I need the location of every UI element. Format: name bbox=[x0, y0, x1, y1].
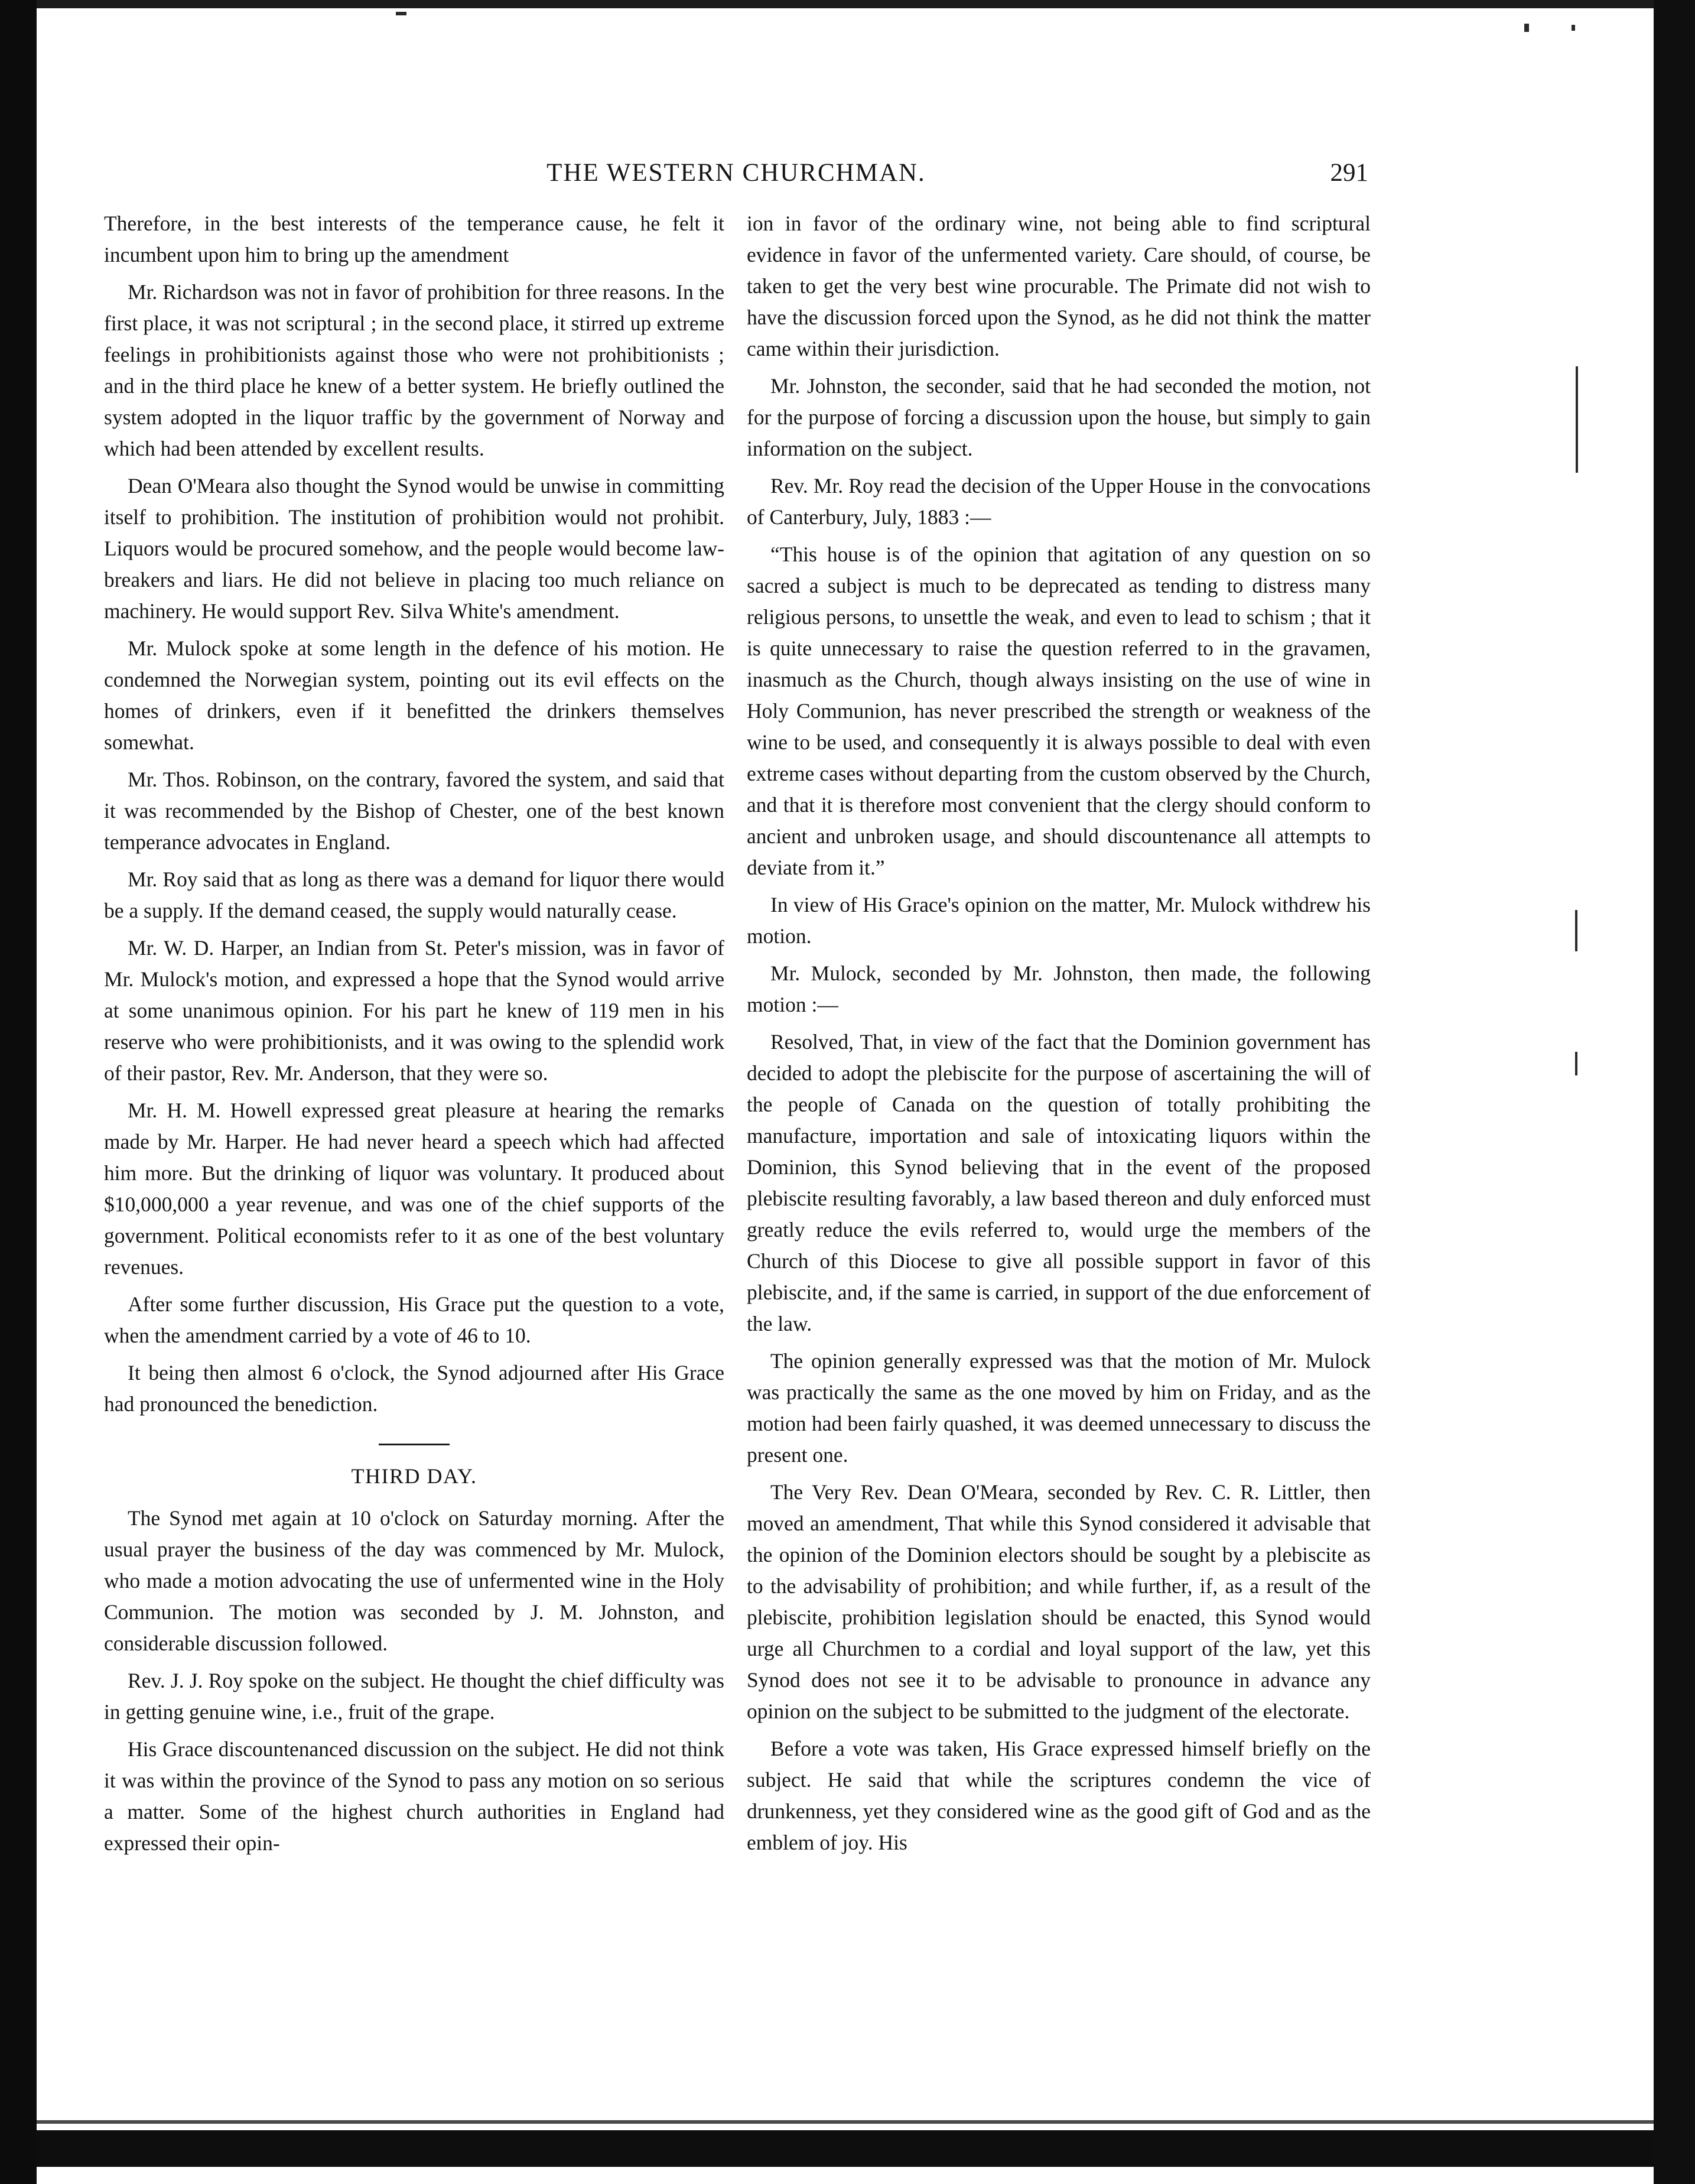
scan-border-bottom-faint bbox=[37, 2120, 1654, 2124]
paragraph: ion in favor of the ordinary wine, not being able to find scriptural evidence in favor of the unfermented variety. Care should, of course, be taken to get the very best wine procurable. The Primate did not wish to have the discussion forced upon the Synod, as he did not think the matter came within their jurisdiction. bbox=[747, 212, 1371, 360]
scan-speck bbox=[1524, 24, 1529, 32]
scan-border-right bbox=[1654, 0, 1695, 2184]
section-heading: THIRD DAY. bbox=[351, 1464, 477, 1488]
scan-border-bottom bbox=[37, 2130, 1654, 2167]
paragraph: Mr. Mulock spoke at some length in the defence of his motion. He condemned the Norwegian system, pointing out its evil effects on the homes of drinkers, even if it benefitted the drinkers themselves somewhat. bbox=[104, 636, 724, 754]
scan-speck bbox=[396, 12, 406, 15]
paragraph: The Very Rev. Dean O'Meara, seconded by Rev. C. R. Littler, then moved an amendment, That while this Synod considered it advisable that the opinion of the Dominion electors should be sought by a plebiscite as to the advisability of prohibition; and while further, if, as a result of the plebiscite, prohibition legislation should be enacted, this Synod would urge all Churchmen to a cordial and loyal support of the law, yet this Synod does not see it to be advisable to pronounce in advance any opinion on the subject to be submitted to the judgment of the electorate. bbox=[747, 1480, 1371, 1723]
scan-border-left bbox=[0, 0, 37, 2184]
scan-border-top bbox=[37, 0, 1695, 8]
paragraph: Dean O'Meara also thought the Synod would be unwise in committing itself to prohibition. The institution of prohibition would not prohibit. Liquors would be procured somehow, and the people would become law-breakers and liars. He did not believe in placing too much reliance on machinery. He would support Rev. Silva White's amendment. bbox=[104, 474, 724, 623]
resolution: Resolved, That, in view of the fact that the Dominion government has decided to adopt the plebiscite for the purpose of ascertaining the will of the people of Canada on the question of totally prohibiting the manufacture, importation and sale of intoxicating liquors within the Dominion, this Synod believing that in the event of the proposed plebiscite resulting favorably, a law based thereon and duly enforced must greatly reduce the evils referred to, would urge the members of the Church of this Diocese to give all possible support in favor of this plebiscite, and, if the same is carried, in support of the due enforcement of the law. bbox=[747, 1030, 1371, 1335]
scan-speck bbox=[1575, 910, 1577, 951]
paragraph: The Synod met again at 10 o'clock on Saturday morning. After the usual prayer the business of the day was commenced by Mr. Mulock, who made a motion advocating the use of unfermented wine in the Holy Communion. The motion was seconded by J. M. Johnston, and considerable discussion followed. bbox=[104, 1506, 724, 1655]
paragraph: Mr. W. D. Harper, an Indian from St. Peter's mission, was in favor of Mr. Mulock's motion, and expressed a hope that the Synod would arrive at some unanimous opinion. For his part he knew of 119 men in his reserve who were prohibitionists, and it was owing to the splendid work of their pastor, Rev. Mr. Anderson, that they were so. bbox=[104, 936, 724, 1085]
paragraph: It being then almost 6 o'clock, the Synod adjourned after His Grace had pronounced the benediction. bbox=[104, 1361, 724, 1416]
paragraph: Mr. Richardson was not in favor of prohibition for three reasons. In the first place, it was not scriptural ; in the second place, it stirred up extreme feelings in prohibitionists against those who were not prohibitionists ; and in the third place he knew of a better system. He briefly outlined the system adopted in the liquor traffic by the government of Norway and which had been attended by excellent results. bbox=[104, 280, 724, 460]
section-divider bbox=[379, 1444, 450, 1445]
page-header bbox=[104, 158, 1368, 200]
paragraph: Before a vote was taken, His Grace expressed himself briefly on the subject. He said that while the scriptures condemn the vice of drunkenness, yet they considered wine as the good gift of God and as the emblem of joy. His bbox=[747, 1737, 1371, 1854]
scan-speck bbox=[1575, 1052, 1577, 1075]
paragraph: Therefore, in the best interests of the temperance cause, he felt it incumbent upon him to bring up the amendment bbox=[104, 212, 724, 266]
left-column bbox=[104, 208, 724, 1865]
paragraph: After some further discussion, His Grace put the question to a vote, when the amendment carried by a vote of 46 to 10. bbox=[104, 1292, 724, 1347]
paragraph: Rev. Mr. Roy read the decision of the Upper House in the convocations of Canterbury, July, 1883 :— bbox=[747, 474, 1371, 529]
right-column bbox=[747, 208, 1371, 1864]
paragraph: His Grace discountenanced discussion on the subject. He did not think it was within the province of the Synod to pass any motion on so serious a matter. Some of the highest church authorities in England had expressed their opin- bbox=[104, 1737, 724, 1855]
paragraph: Mr. Roy said that as long as there was a demand for liquor there would be a supply. If the demand ceased, the supply would naturally cease. bbox=[104, 867, 724, 922]
paragraph: The opinion generally expressed was that the motion of Mr. Mulock was practically the same as the one moved by him on Friday, and as the motion had been fairly quashed, it was deemed unnecessary to discuss the present one. bbox=[747, 1349, 1371, 1467]
paragraph: Rev. J. J. Roy spoke on the subject. He thought the chief difficulty was in getting genuine wine, i.e., fruit of the grape. bbox=[104, 1669, 724, 1724]
quoted-decision: “This house is of the opinion that agitation of any question on so sacred a subject is much to be deprecated as tending to distress many religious persons, to unsettle the weak, and even to lead to schism ; that it is quite unnecessary to raise the question referred to in the gravamen, inasmuch as the Church, though always insisting on the use of wine in Holy Communion, has never prescribed the strength or weakness of the wine to be used, and consequently it is always possible to deal with even extreme cases without departing from the custom observed by the Church, and that it is therefore most convenient that the clergy should conform to ancient and unbroken usage, and should discountenance all attempts to deviate from it.” bbox=[747, 542, 1371, 879]
scan-speck bbox=[1572, 25, 1575, 31]
paragraph: Mr. Mulock, seconded by Mr. Johnston, then made, the following motion :— bbox=[747, 961, 1371, 1016]
paragraph: Mr. Thos. Robinson, on the contrary, favored the system, and said that it was recommended by the Bishop of Chester, one of the best known temperance advocates in England. bbox=[104, 768, 724, 854]
paragraph: Mr. H. M. Howell expressed great pleasure at hearing the remarks made by Mr. Harper. He had never heard a speech which had affected him more. But the drinking of liquor was voluntary. It produced about $10,000,000 a year revenue, and was one of the chief supports of the government. Political economists refer to it as one of the best voluntary revenues. bbox=[104, 1098, 724, 1279]
page-number: 291 bbox=[1330, 159, 1368, 187]
running-title: THE WESTERN CHURCHMAN. bbox=[546, 159, 926, 187]
paragraph: In view of His Grace's opinion on the matter, Mr. Mulock withdrew his motion. bbox=[747, 893, 1371, 948]
paragraph: Mr. Johnston, the seconder, said that he had seconded the motion, not for the purpose of forcing a discussion upon the house, but simply to gain information on the subject. bbox=[747, 374, 1371, 460]
scan-speck bbox=[1576, 366, 1578, 473]
